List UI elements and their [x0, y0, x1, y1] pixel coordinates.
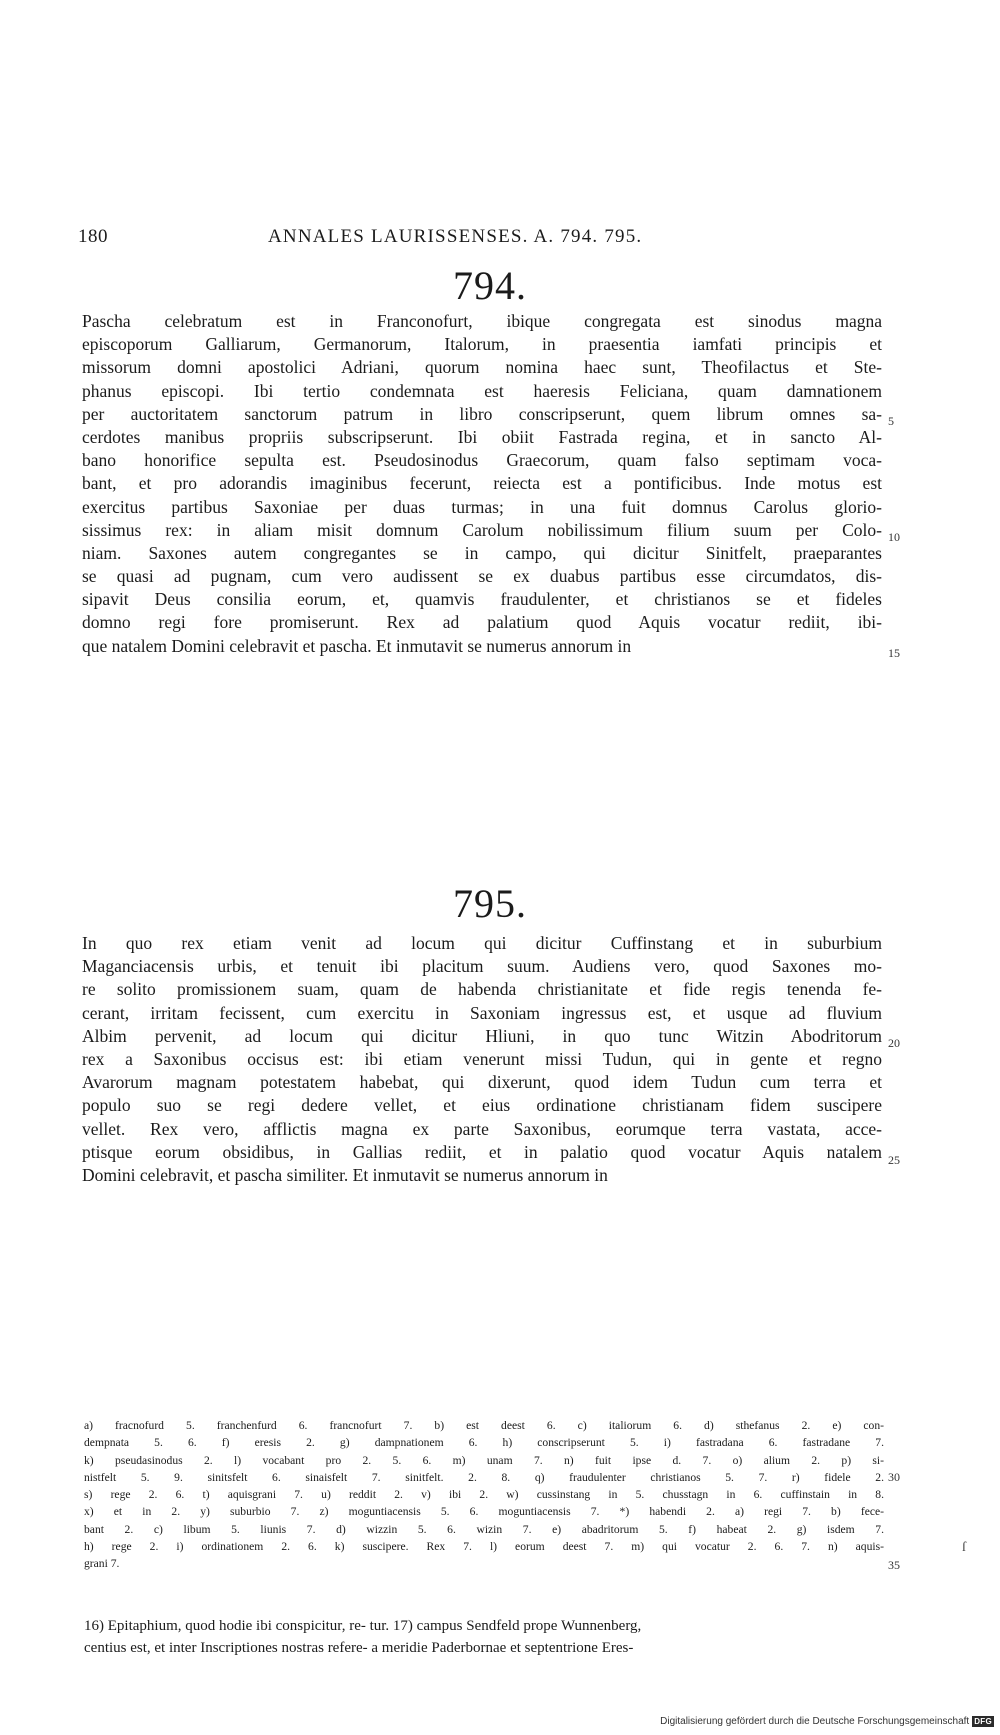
variant-line: bant 2. c) libum 5. liunis 7. d) wizzin 5. 6. wizin 7. e) abadritorum 5. f) habeat 2. g) isdem 7. — [84, 1522, 884, 1536]
variant-line: h) rege 2. i) ordinationem 2. 6. k) suscipere. Rex 7. l) eorum deest 7. m) qui vocatur 2. 6. 7. n) aquis- — [84, 1540, 884, 1554]
digitization-credit — [660, 1716, 994, 1727]
credit-text: Digitalisierung gefördert durch die Deutsche Forschungsgemeinschaft — [660, 1716, 970, 1727]
variant-line: k) pseudasinodus 2. l) vocabant pro 2. 5. 6. m) unam 7. n) fuit ipse d. 7. o) alium 2. p) si- — [84, 1453, 884, 1467]
text-line: cerdotes manibus propriis subscripserunt. Ibi obiit Fastrada regina, et in sancto Al- — [82, 426, 882, 447]
page-number: 180 — [78, 226, 108, 247]
margin-line-number: 5 — [888, 414, 894, 428]
margin-line-number: 35 — [888, 1558, 900, 1572]
text-line: ptisque eorum obsidibus, in Gallias rediit, et in palatio quod vocatur Aquis natalem — [82, 1141, 882, 1162]
variant-line: dempnata 5. 6. f) eresis 2. g) dampnationem 6. h) conscripserunt 5. i) fastradana 6. fastradane 7. — [84, 1436, 884, 1450]
text-line: sissimus rex: in aliam misit domnum Carolum nobilissimum filium suum per Colo- — [82, 519, 882, 540]
text-line: rex a Saxonibus occisus est: ibi etiam venerunt missi Tudun, qui in gente et regno — [82, 1048, 882, 1069]
footnote-line: 16) Epitaphium, quod hodie ibi conspicitur, re- tur. 17) campus Sendfeld prope Wunnenberg, — [84, 1618, 642, 1634]
text-line: phanus episcopi. Ibi tertio condemnata est haeresis Feliciana, quam damnationem — [82, 380, 882, 401]
text-line: niam. Saxones autem congregantes se in campo, qui dicitur Sinitfelt, praeparantes — [82, 542, 882, 563]
text-line: episcoporum Galliarum, Germanorum, Italorum, in praesentia iamfati principis et — [82, 334, 882, 355]
variant-readings-apparatus — [84, 1417, 884, 1573]
entry-794-text — [82, 310, 882, 658]
text-line: In quo rex etiam venit ad locum qui dicitur Cuffinstang et in suburbium — [82, 933, 882, 953]
variant-line: s) rege 2. 6. t) aquisgrani 7. u) reddit 2. v) ibi 2. w) cussinstang in 5. chusstagn in 6. cuffinstain in 8. — [84, 1488, 884, 1502]
text-line: Avarorum magnam potestatem habebat, qui dixerunt, quod idem Tudun cum terra et — [82, 1072, 882, 1093]
year-heading-795: 795. — [453, 881, 527, 926]
text-line: per auctoritatem sanctorum patrum in libro conscripserunt, quem librum omnes sa- — [82, 403, 882, 424]
variant-line: a) fracnofurd 5. franchenfurd 6. francnofurt 7. b) est deest 6. c) italiorum 6. d) sthefanus 2. e) con- — [84, 1419, 884, 1432]
variant-line: x) et in 2. y) suburbio 7. z) moguntiacensis 5. 6. moguntiacensis 7. *) habendi 2. a) regi 7. b) fece- — [84, 1505, 884, 1519]
text-line: que natalem Domini celebravit et pascha. Et inmutavit se numerus annorum in — [82, 635, 632, 656]
text-line: vellet. Rex vero, afflictis magna ex parte Saxonibus, eorumque terra vastata, acce- — [82, 1118, 882, 1139]
footnote-line: centius est, et inter Inscriptiones nostras refere- a meridie Paderbornae et septentrione Eres- — [84, 1640, 634, 1656]
running-title: ANNALES LAURISSENSES. A. 794. 795. — [268, 226, 643, 247]
text-line: re solito promissionem suam, quam de habenda christianitate et fide regis tenenda fe- — [82, 979, 882, 1000]
variant-line: nistfelt 5. 9. sinitsfelt 6. sinaisfelt 7. sinitfelt. 2. 8. q) fraudulenter christianos 5. 7. r) fidele 2. — [84, 1470, 884, 1484]
margin-line-number: 30 — [888, 1470, 900, 1484]
text-line: populo suo se regi dedere vellet, et eius ordinatione christianam fidem suscipere — [82, 1095, 882, 1116]
text-line: Domini celebravit, et pascha similiter. Et inmutavit se numerus annorum in — [82, 1164, 608, 1185]
text-line: bano honorifice sepulta est. Pseudosinodus Graecorum, quam falso septimam voca- — [82, 450, 882, 471]
margin-line-number: 10 — [888, 530, 900, 544]
text-line: exercitus partibus Saxoniae per duas turmas; in una fuit domnus Carolus glorio- — [82, 496, 882, 517]
text-line: domno regi fore promiserunt. Rex ad palatium quod Aquis vocatur rediit, ibi- — [82, 612, 882, 633]
text-line: cerant, irritam fecissent, cum exercitu in Saxoniam ingressus est, et usque ad fluvium — [82, 1002, 882, 1023]
year-heading-794: 794. — [453, 263, 527, 308]
text-line: se quasi ad pugnam, cum vero audissent se ex duabus partibus esse circumdatos, dis- — [82, 566, 882, 587]
text-line: Albim pervenit, ad locum qui dicitur Hliuni, in quo tunc Witzin Abodritorum — [82, 1025, 882, 1046]
variant-line: grani 7. — [84, 1557, 120, 1571]
margin-line-number: 25 — [888, 1153, 900, 1167]
text-line: bant, et pro adorandis imaginibus fecerunt, reiecta est a pontificibus. Inde motus est — [82, 473, 882, 494]
entry-795-text — [82, 932, 882, 1187]
margin-line-number: 20 — [888, 1036, 900, 1050]
footnotes — [84, 1615, 884, 1659]
text-line: sipavit Deus consilia eorum, et, quamvis fraudulenter, et christianos se et fideles — [82, 589, 882, 610]
margin-line-number: 15 — [888, 646, 900, 660]
text-line: missorum domni apostolici Adriani, quorum nomina haec sunt, Theofilactus et Ste- — [82, 357, 882, 378]
dfg-logo-icon: DFG — [974, 1717, 992, 1726]
text-line: Pascha celebratum est in Franconofurt, ibique congregata est sinodus magna — [82, 311, 882, 331]
margin-mark: ſ — [962, 1540, 966, 1555]
text-line: Maganciacensis urbis, et tenuit ibi placitum suum. Audiens vero, quod Saxones mo- — [82, 956, 882, 977]
